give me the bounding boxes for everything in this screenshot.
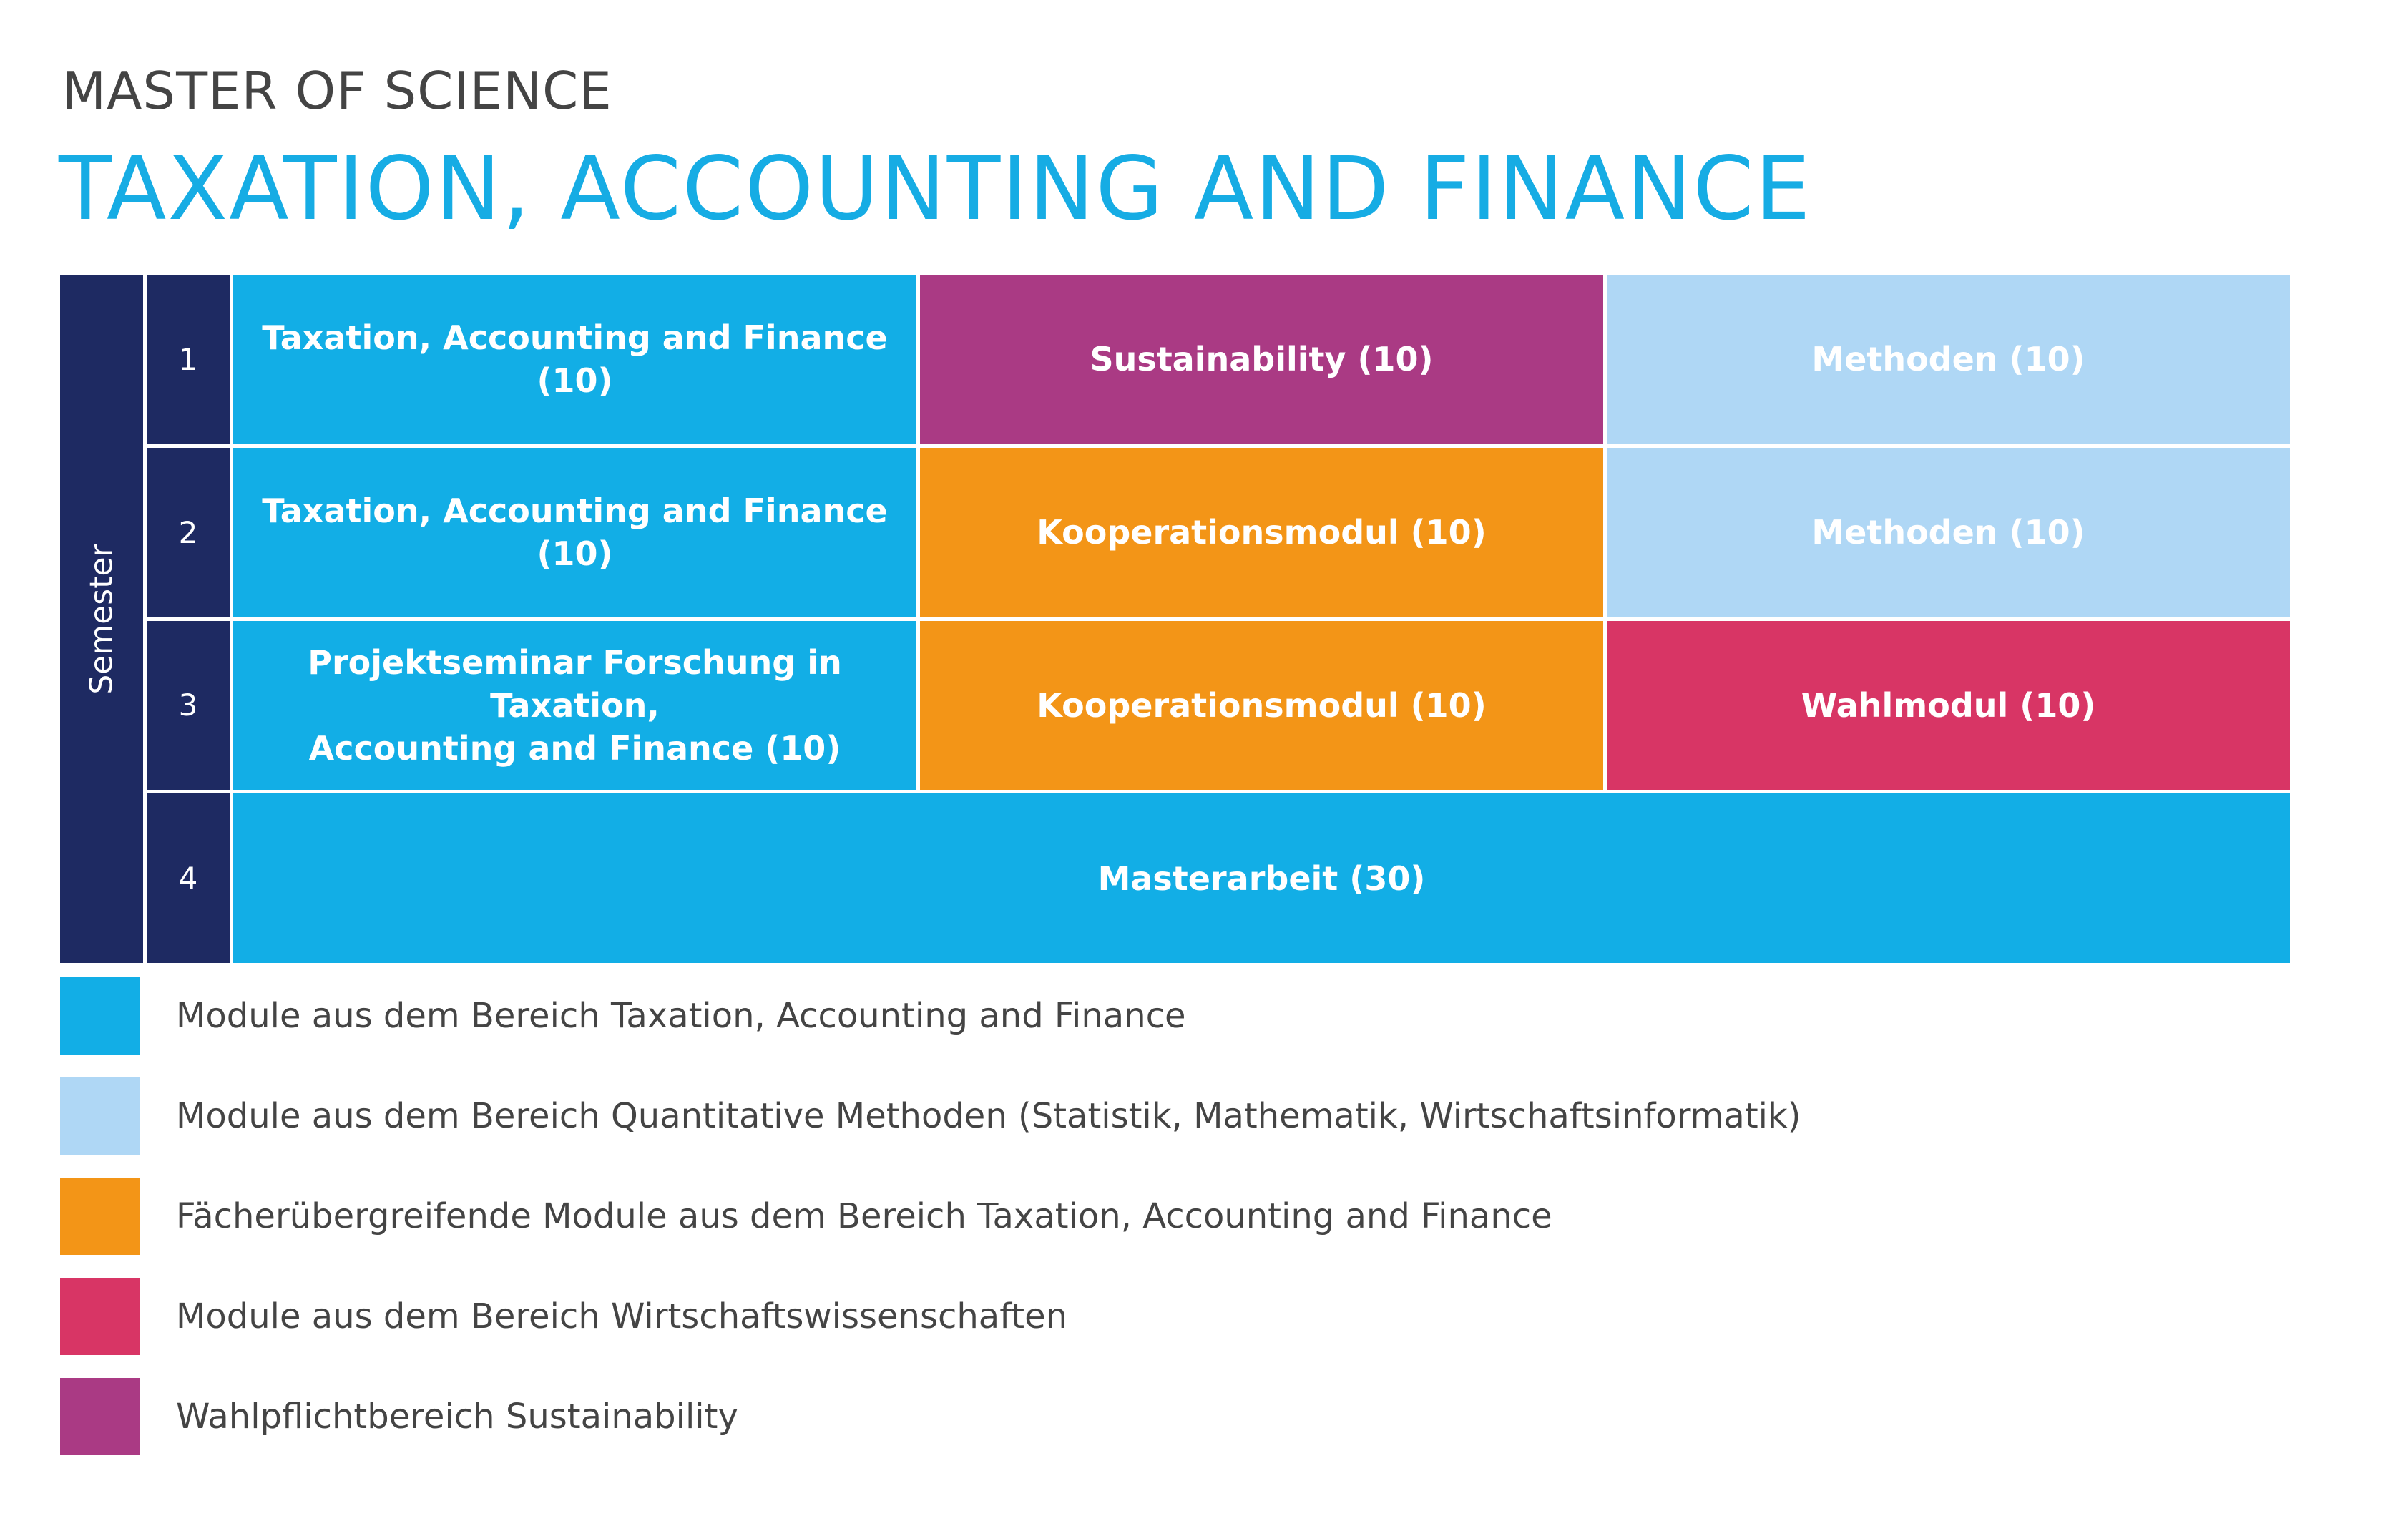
module-cell <box>920 448 1603 617</box>
module-cell <box>233 793 2290 963</box>
module-label: Kooperationsmodul (10) <box>1037 685 1487 725</box>
module-label: Sustainability (10) <box>1090 340 1434 379</box>
legend-swatch <box>60 1278 140 1355</box>
module-label: Methoden (10) <box>1811 340 2085 379</box>
module-label: Wahlmodul (10) <box>1801 685 2096 725</box>
legend-label: Fächerübergreifende Module aus dem Bereich Taxation, Accounting and Finance <box>176 1196 1552 1236</box>
module-cell <box>233 448 916 617</box>
semester-number-3: 3 <box>147 621 230 791</box>
legend-label: Module aus dem Bereich Wirtschaftswissenschaften <box>176 1296 1068 1336</box>
semester-number-4: 4 <box>147 793 230 963</box>
module-label: Kooperationsmodul (10) <box>1037 513 1487 552</box>
legend-swatch <box>60 1378 140 1455</box>
legend-swatch <box>60 1178 140 1255</box>
legend-label: Module aus dem Bereich Taxation, Accounting and Finance <box>176 996 1186 1036</box>
semester-number-2: 2 <box>147 448 230 617</box>
module-cell <box>1607 275 2290 444</box>
legend-label: Module aus dem Bereich Quantitative Methoden (Statistik, Mathematik, Wirtschaftsinformatik) <box>176 1096 1801 1136</box>
module-label: Taxation, Accounting and Finance (10) <box>262 491 888 574</box>
module-label: Masterarbeit (30) <box>1097 859 1426 898</box>
module-cell <box>920 275 1603 444</box>
module-cell <box>1607 448 2290 617</box>
page-subtitle: MASTER OF SCIENCE <box>62 61 612 121</box>
semester-plan-grid <box>60 275 2294 963</box>
semester-axis-label <box>60 275 143 963</box>
module-cell <box>233 275 916 444</box>
semester-axis-text: Semester <box>83 543 120 695</box>
module-label: Taxation, Accounting and Finance (10) <box>262 318 888 401</box>
module-cell <box>920 621 1603 791</box>
page-title: TAXATION, ACCOUNTING AND FINANCE <box>59 138 1812 240</box>
module-cell <box>233 621 916 791</box>
module-cell <box>1607 621 2290 791</box>
legend-swatch <box>60 977 140 1055</box>
module-label: Methoden (10) <box>1811 513 2085 552</box>
legend-label: Wahlpflichtbereich Sustainability <box>176 1397 738 1437</box>
legend-swatch <box>60 1077 140 1155</box>
module-label: Projektseminar Forschung in Taxation, Accounting and Finance (10) <box>308 642 842 768</box>
semester-number-1: 1 <box>147 275 230 444</box>
